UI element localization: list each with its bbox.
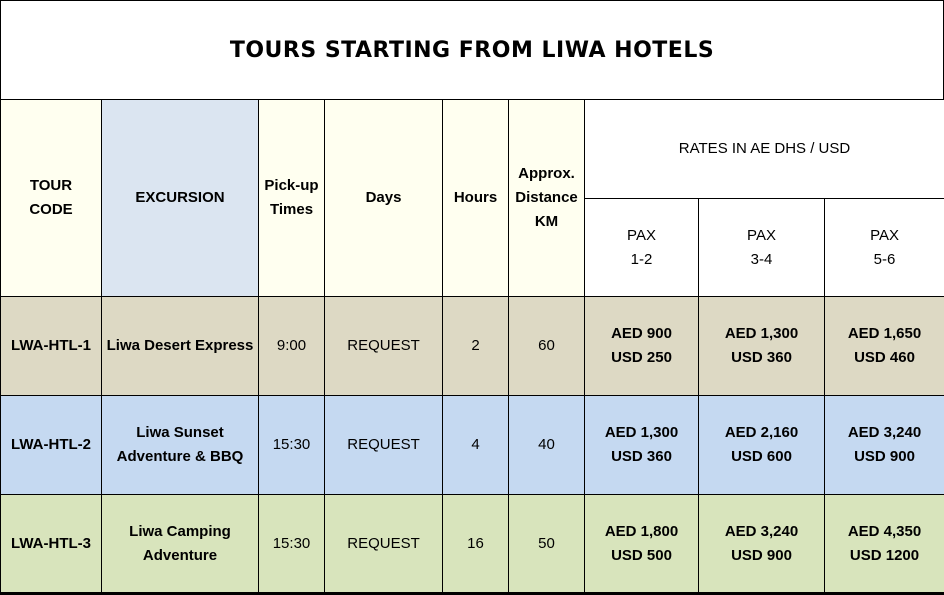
rate-aed: AED 3,240 xyxy=(847,424,922,441)
rate-pax-1-2 xyxy=(585,297,699,396)
days-value: REQUEST xyxy=(325,297,443,396)
tour-code: LWA-HTL-3 xyxy=(1,495,102,593)
distance-value: 40 xyxy=(509,396,585,495)
rate-aed: AED 900 xyxy=(611,325,672,342)
excursion-line1: Liwa Camping xyxy=(129,522,231,540)
pickup-time: 15:30 xyxy=(259,396,325,495)
rate-usd: USD 900 xyxy=(854,448,915,465)
page-title: TOURS STARTING FROM LIWA HOTELS xyxy=(229,37,715,63)
tour-code: LWA-HTL-1 xyxy=(1,297,102,396)
rate-usd: USD 360 xyxy=(611,448,672,465)
pax-label: PAX xyxy=(870,226,899,244)
days-value: REQUEST xyxy=(325,396,443,495)
distance-value: 60 xyxy=(509,297,585,396)
title-box xyxy=(0,0,944,101)
pax-label: PAX xyxy=(747,226,776,244)
excursion-line2: Adventure xyxy=(142,546,218,564)
rate-pax-1-2 xyxy=(585,495,699,593)
header-pax-3-4 xyxy=(699,199,825,297)
rate-pax-3-4 xyxy=(699,396,825,495)
excursion-name xyxy=(102,297,259,396)
header-rates xyxy=(585,100,944,199)
tours-table xyxy=(0,99,944,593)
rate-pax-1-2 xyxy=(585,396,699,495)
days-value: REQUEST xyxy=(325,495,443,593)
header-hours-label: Hours xyxy=(453,189,498,206)
pax-range: 5-6 xyxy=(873,250,896,268)
header-rates-label: RATES IN AE DHS / USD xyxy=(678,140,851,157)
header-distance-line3: KM xyxy=(534,213,559,230)
rate-usd: USD 250 xyxy=(611,349,672,366)
header-pickup-line1: Pick-up xyxy=(264,177,319,194)
excursion-line1: Liwa Desert Express xyxy=(106,337,254,354)
excursion-line2: Adventure & BBQ xyxy=(116,448,244,465)
header-hours xyxy=(443,100,509,297)
pax-range: 1-2 xyxy=(630,250,653,268)
table-row xyxy=(1,396,944,495)
rate-usd: USD 360 xyxy=(731,349,792,366)
header-pickup xyxy=(259,100,325,297)
pax-range: 3-4 xyxy=(750,250,773,268)
rate-aed: AED 1,300 xyxy=(604,424,679,441)
rate-usd: USD 900 xyxy=(731,546,792,564)
table-row xyxy=(1,297,944,396)
distance-value: 50 xyxy=(509,495,585,593)
header-tour-code-line2: CODE xyxy=(29,201,73,218)
excursion-line1: Liwa Sunset xyxy=(136,424,224,441)
rate-pax-5-6 xyxy=(825,396,944,495)
header-days xyxy=(325,100,443,297)
header-distance-line2: Distance xyxy=(515,189,578,206)
rate-pax-3-4 xyxy=(699,297,825,396)
hours-value: 4 xyxy=(443,396,509,495)
rate-usd: USD 460 xyxy=(854,349,915,366)
rate-aed: AED 2,160 xyxy=(724,424,799,441)
table-row xyxy=(1,495,944,593)
rate-aed: AED 1,800 xyxy=(604,522,679,540)
rate-aed: AED 3,240 xyxy=(724,522,799,540)
pickup-time: 9:00 xyxy=(259,297,325,396)
excursion-name xyxy=(102,396,259,495)
header-pax-5-6 xyxy=(825,199,944,297)
rate-usd: USD 1200 xyxy=(849,546,920,564)
rate-aed: AED 4,350 xyxy=(847,522,922,540)
rate-pax-5-6 xyxy=(825,495,944,593)
header-distance-line1: Approx. xyxy=(518,165,575,182)
header-days-label: Days xyxy=(365,189,402,206)
header-excursion xyxy=(102,100,259,297)
rate-pax-3-4 xyxy=(699,495,825,593)
pickup-time: 15:30 xyxy=(259,495,325,593)
header-tour-code-line1: TOUR xyxy=(29,177,73,194)
header-excursion-label: EXCURSION xyxy=(135,189,225,206)
header-tour-code xyxy=(1,100,102,297)
header-pickup-line2: Times xyxy=(269,201,314,218)
header-distance xyxy=(509,100,585,297)
tour-code: LWA-HTL-2 xyxy=(1,396,102,495)
header-pax-1-2 xyxy=(585,199,699,297)
pax-label: PAX xyxy=(627,226,656,244)
excursion-name xyxy=(102,495,259,593)
hours-value: 16 xyxy=(443,495,509,593)
rate-usd: USD 500 xyxy=(611,546,672,564)
rate-pax-5-6 xyxy=(825,297,944,396)
rate-aed: AED 1,300 xyxy=(724,325,799,342)
rate-aed: AED 1,650 xyxy=(847,325,922,342)
hours-value: 2 xyxy=(443,297,509,396)
rate-usd: USD 600 xyxy=(731,448,792,465)
